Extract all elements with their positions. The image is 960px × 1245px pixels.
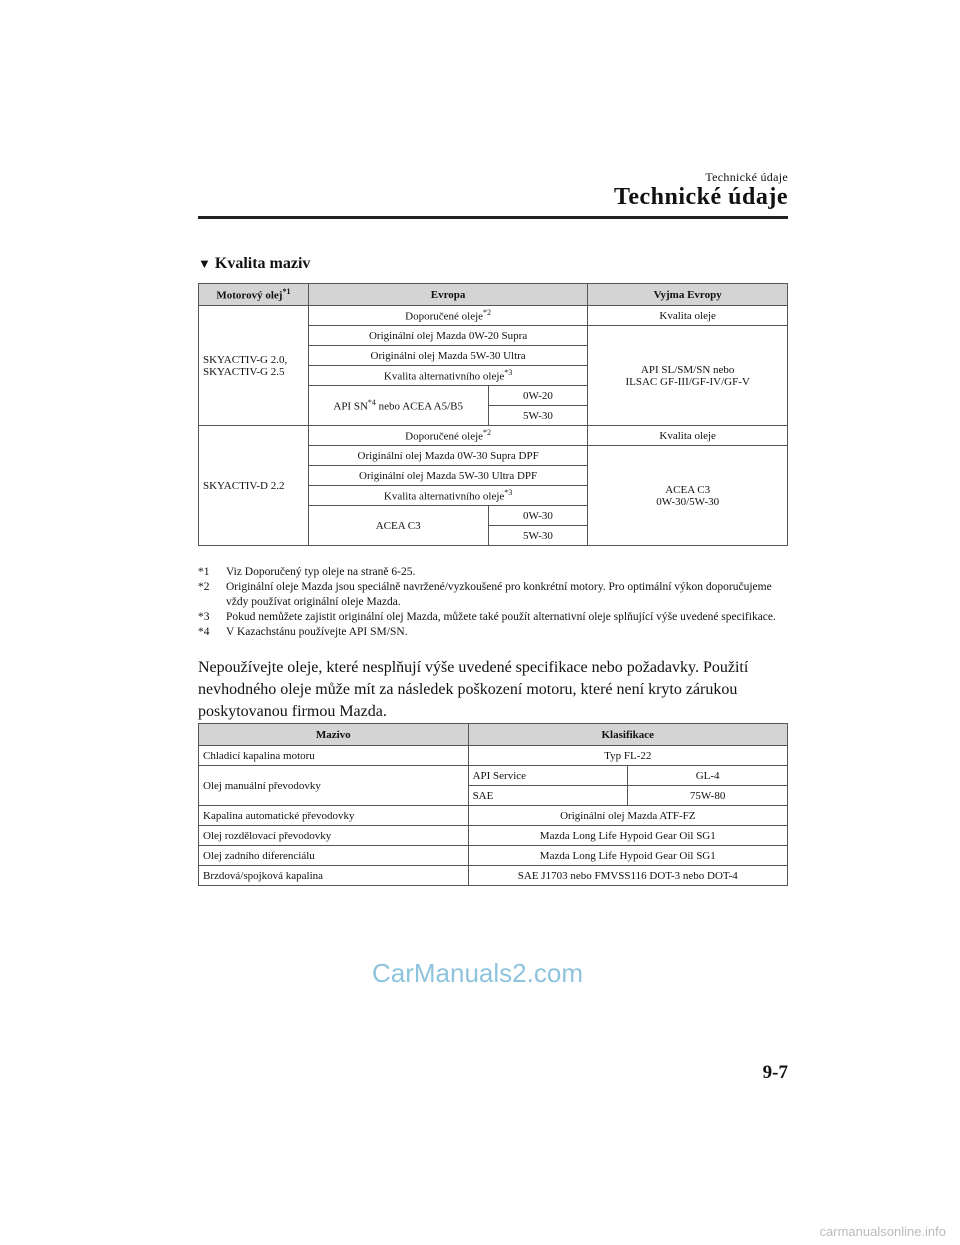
- recommended-oils-label: Doporučené oleje$^{*2}$: [308, 306, 587, 326]
- header-rule: [198, 216, 788, 219]
- footnote: *2 Originální oleje Mazda jsou speciálně navržené/vyzkoušené pro konkrétní motory. Pro optimální výkon doporučujeme vždy používat originální oleje Mazda.: [198, 581, 772, 608]
- triangle-down-icon: ▼: [198, 256, 211, 271]
- viscosity: 0W-20: [488, 386, 588, 406]
- lubricant-classification: Mazda Long Life Hypoid Gear Oil SG1: [468, 826, 787, 846]
- spec-value: GL-4: [628, 766, 788, 786]
- alternative-oil-label: Kvalita alternativního oleje$^{*3}$: [308, 486, 587, 506]
- table-row: [199, 746, 788, 766]
- header-europe: Evropa: [308, 284, 587, 306]
- oil-name: Originální olej Mazda 0W-30 Supra DPF: [308, 446, 587, 466]
- table-header-row: [199, 724, 788, 746]
- table-row: [199, 766, 788, 786]
- viscosity: 0W-30: [488, 506, 588, 526]
- viscosity: 5W-30: [488, 406, 588, 426]
- header-chapter-title: Technické údaje: [614, 184, 788, 210]
- viscosity: 5W-30: [488, 526, 588, 546]
- footnote: *4 V Kazachstánu používejte API SM/SN.: [198, 626, 408, 638]
- table-row: [199, 846, 788, 866]
- lubricant-table: [198, 723, 788, 886]
- table-row: [199, 866, 788, 886]
- site-watermark: CarManuals2.com: [372, 958, 583, 988]
- spec-value: 75W-80: [628, 786, 788, 806]
- section-title-text: Kvalita maziv: [214, 255, 311, 272]
- engine-oil-table: [198, 283, 788, 546]
- alternative-oil-label: Kvalita alternativního oleje$^{*3}$: [308, 366, 587, 386]
- page-number: 9-7: [762, 1062, 788, 1083]
- header-classification: Klasifikace: [468, 724, 787, 746]
- table-row: [199, 306, 788, 326]
- table-row: [199, 826, 788, 846]
- lubricant-name: Olej rozdělovací převodovky: [199, 826, 469, 846]
- header-section-label: Technické údaje: [705, 170, 788, 184]
- table-row: [199, 806, 788, 826]
- lubricant-classification: SAE J1703 nebo FMVSS116 DOT-3 nebo DOT-4: [468, 866, 787, 886]
- recommended-oils-label: Doporučené oleje$^{*2}$: [308, 426, 587, 446]
- engine-petrol: SKYACTIV-G 2.0, SKYACTIV-G 2.5: [199, 306, 309, 426]
- header-engine-oil: Motorový olej$^{*1}$: [199, 284, 309, 306]
- lubricant-name: Olej manuální převodovky: [199, 766, 469, 806]
- alternative-standard: API SN$^{*4}$ nebo ACEA A5/B5: [308, 386, 488, 426]
- engine-diesel: SKYACTIV-D 2.2: [199, 426, 309, 546]
- spec-key: API Service: [468, 766, 628, 786]
- lubricant-classification: Typ FL-22: [468, 746, 787, 766]
- oil-name: Originální olej Mazda 0W-20 Supra: [308, 326, 587, 346]
- diesel-spec: ACEA C3 0W-30/5W-30: [588, 446, 788, 546]
- warning-paragraph: Nepoužívejte oleje, které nesplňují výše uvedené specifikace nebo požadavky. Použití nevhodného oleje může mít za následek poškození motoru, které není kryto zárukou poskytovanou firmou Mazda.: [198, 659, 749, 720]
- alternative-standard: ACEA C3: [308, 506, 488, 546]
- footnote: *1 Viz Doporučený typ oleje na straně 6-25.: [198, 566, 416, 578]
- oil-quality-label: Kvalita oleje: [588, 306, 788, 326]
- header-lubricant: Mazivo: [199, 724, 469, 746]
- lubricant-name: Kapalina automatické převodovky: [199, 806, 469, 826]
- section-title: [198, 255, 310, 273]
- lubricant-name: Brzdová/spojková kapalina: [199, 866, 469, 886]
- footnotes: [198, 565, 788, 640]
- lubricant-name: Chladicí kapalina motoru: [199, 746, 469, 766]
- oil-name: Originální olej Mazda 5W-30 Ultra DPF: [308, 466, 587, 486]
- header-outside-europe: Vyjma Evropy: [588, 284, 788, 306]
- footnote: *3 Pokud nemůžete zajistit originální olej Mazda, můžete také použít alternativní oleje splňující výše uvedené specifikace.: [198, 611, 776, 623]
- petrol-spec: API SL/SM/SN nebo ILSAC GF-III/GF-IV/GF-V: [588, 326, 788, 426]
- table-header-row: [199, 284, 788, 306]
- lubricant-classification: Mazda Long Life Hypoid Gear Oil SG1: [468, 846, 787, 866]
- spec-key: SAE: [468, 786, 628, 806]
- oil-quality-label: Kvalita oleje: [588, 426, 788, 446]
- table-row: [199, 426, 788, 446]
- bottom-watermark: carmanualsonline.info: [819, 1224, 946, 1239]
- lubricant-classification: Originální olej Mazda ATF-FZ: [468, 806, 787, 826]
- lubricant-name: Olej zadního diferenciálu: [199, 846, 469, 866]
- oil-name: Originální olej Mazda 5W-30 Ultra: [308, 346, 587, 366]
